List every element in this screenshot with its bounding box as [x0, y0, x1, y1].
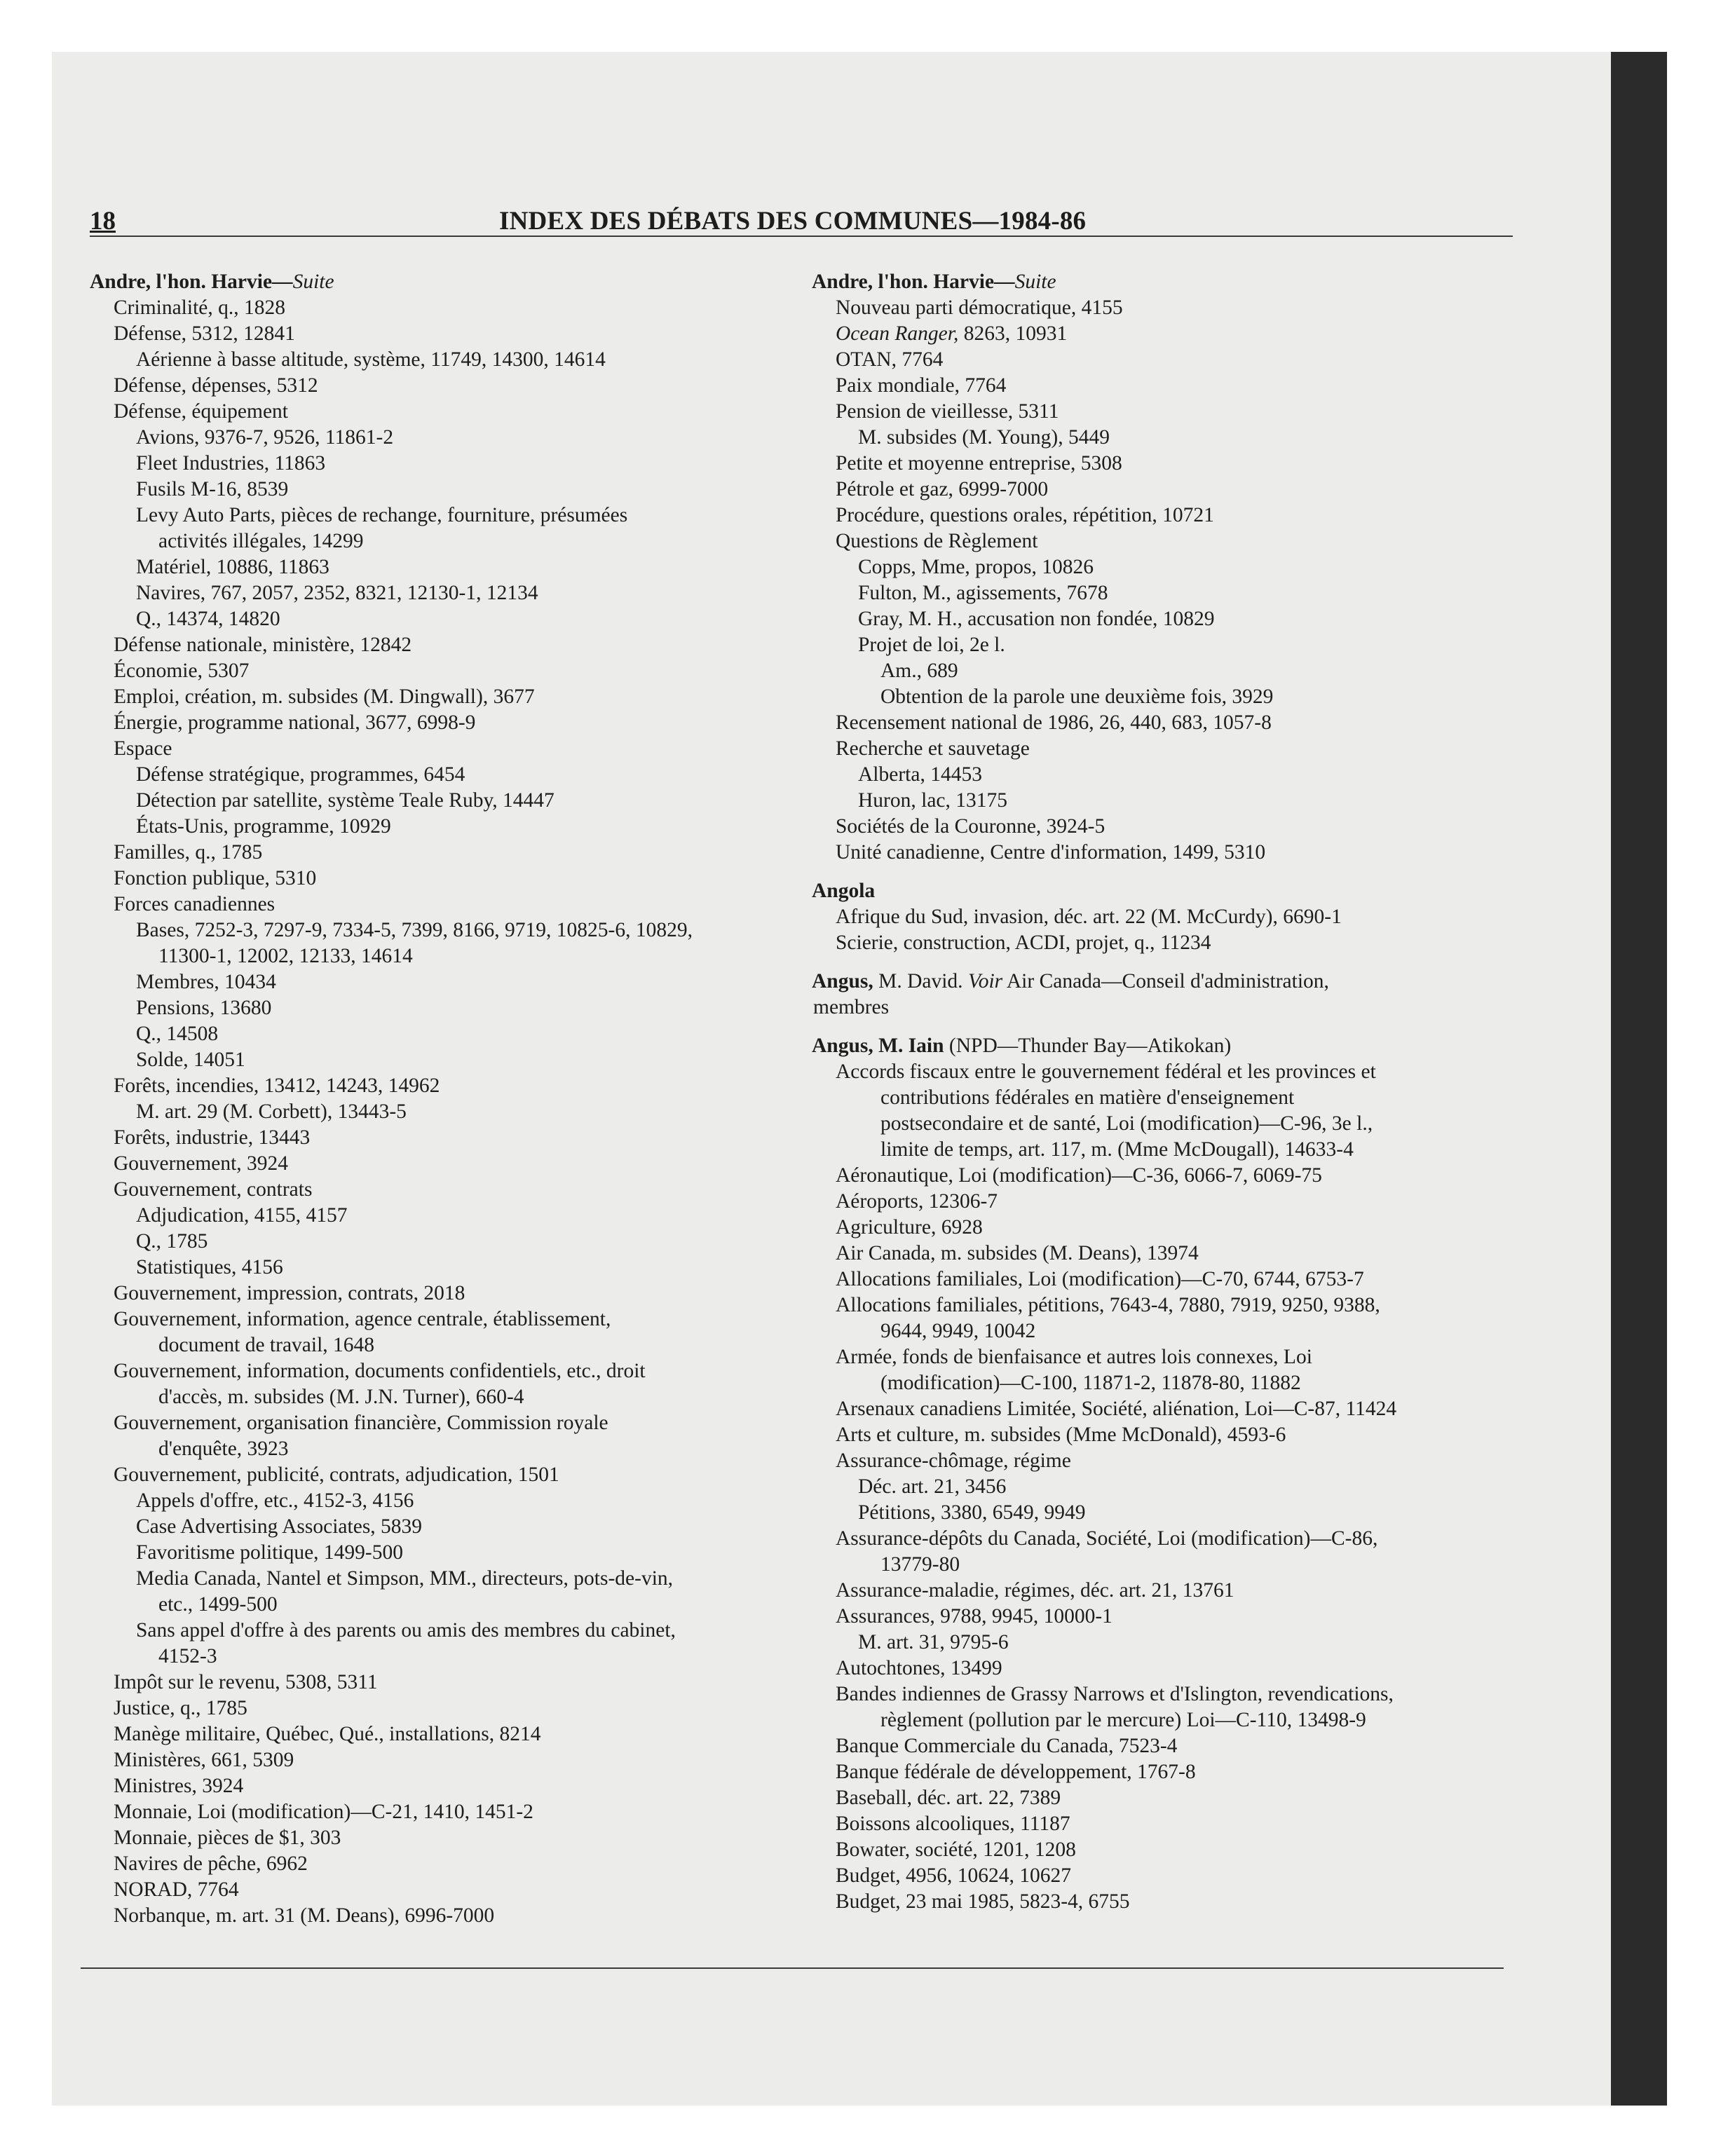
index-entry: [90, 1073, 791, 1099]
index-entry: [812, 451, 1513, 477]
index-entry-text: Forêts, industrie, 13443: [114, 1126, 311, 1149]
index-entry-text: Recensement national de 1986, 26, 440, 683, 1057-8: [836, 711, 1272, 734]
entry-heading-angola: Angola: [812, 880, 876, 902]
index-entry: [812, 1241, 1513, 1267]
index-entry: [90, 1281, 791, 1306]
index-entry: [90, 580, 791, 606]
index-entry-text: activités illégales, 14299: [158, 530, 364, 552]
index-entry-text: 11300-1, 12002, 12133, 14614: [158, 945, 413, 967]
entry-heading-andre: Andre, l'hon. Harvie—Suite: [90, 271, 334, 293]
index-entry: [812, 1370, 1513, 1396]
index-entry: [90, 710, 791, 736]
index-entry-text: Bowater, société, 1201, 1208: [836, 1838, 1076, 1861]
index-entry: [812, 1422, 1513, 1448]
index-entry-text: Impôt sur le revenu, 5308, 5311: [114, 1671, 378, 1693]
index-entry-text: Scierie, construction, ACDI, projet, q., 11234: [836, 932, 1211, 954]
index-entry-text: M. subsides (M. Young), 5449: [858, 426, 1110, 449]
index-entry-text: 9644, 9949, 10042: [880, 1320, 1036, 1342]
index-entry: [812, 477, 1513, 503]
index-entry: [90, 840, 791, 866]
index-entry-text: Assurance-chômage, régime: [836, 1449, 1071, 1472]
index-entry: [90, 1358, 791, 1384]
index-entry-text: Q., 14374, 14820: [136, 608, 280, 630]
index-entry: [812, 1837, 1513, 1863]
index-entry: [90, 658, 791, 684]
index-entry-text: États-Unis, programme, 10929: [136, 815, 391, 838]
index-entry-text: Case Advertising Associates, 5839: [136, 1515, 423, 1538]
index-entry: [812, 528, 1513, 554]
index-entry-text: Assurance-dépôts du Canada, Société, Loi (modification)—C-86,: [836, 1527, 1378, 1550]
footer-rule: [81, 1967, 1504, 1969]
page-header: [90, 203, 1513, 240]
index-entry-text: d'enquête, 3923: [158, 1438, 289, 1460]
index-entry-text: Q., 14508: [136, 1023, 219, 1045]
index-entry: [812, 1681, 1513, 1707]
index-entry: [90, 528, 791, 554]
header-rule: [90, 236, 1513, 237]
index-entry-text: Assurances, 9788, 9945, 10000-1: [836, 1605, 1113, 1628]
index-entry: [812, 295, 1513, 321]
index-entry-text: Forêts, incendies, 13412, 14243, 14962: [114, 1074, 440, 1097]
index-entry: [90, 736, 791, 762]
index-entry-text: M. art. 29 (M. Corbett), 13443-5: [136, 1100, 407, 1123]
index-entry-text: Aéronautique, Loi (modification)—C-36, 6066-7, 6069-75: [836, 1164, 1322, 1187]
index-entry: [812, 554, 1513, 580]
page-edge-shadow: [1611, 52, 1667, 2106]
index-entry: [90, 1047, 791, 1073]
index-entry-text: Alberta, 14453: [858, 763, 982, 786]
index-entry: [90, 866, 791, 892]
index-entry-text: Défense, dépenses, 5312: [114, 374, 318, 397]
index-entry: [90, 1670, 791, 1696]
index-entry: [812, 814, 1513, 840]
index-entry: [812, 1137, 1513, 1163]
index-entry-text: Armée, fonds de bienfaisance et autres lois connexes, Loi: [836, 1346, 1312, 1368]
index-entry-text: Unité canadienne, Centre d'information, 1499, 5310: [836, 841, 1266, 864]
index-entry: [90, 1384, 791, 1410]
index-entry-text: Défense, équipement: [114, 400, 289, 423]
index-entry-text: Ministres, 3924: [114, 1775, 244, 1797]
index-entry: [90, 917, 791, 943]
index-entry: [812, 930, 1513, 956]
index-entry-text: Questions de Règlement: [836, 530, 1038, 552]
index-entry: [90, 1721, 791, 1747]
index-entry: [812, 1552, 1513, 1578]
index-entry: [90, 1462, 791, 1488]
index-entry: [90, 451, 791, 477]
index-entry-text: Gouvernement, publicité, contrats, adjudication, 1501: [114, 1464, 559, 1486]
index-entry: [90, 1306, 791, 1332]
index-entry-text: Sociétés de la Couronne, 3924-5: [836, 815, 1105, 838]
index-entry: [812, 321, 1513, 347]
index-entry: [90, 503, 791, 528]
index-entry-text: OTAN, 7764: [836, 348, 944, 371]
index-entry-text: 8263, 10931: [958, 322, 1068, 345]
index-entry: [812, 1267, 1513, 1292]
index-entry: [812, 1059, 1513, 1085]
page-number: 18: [90, 207, 116, 236]
index-entry-text: Emploi, création, m. subsides (M. Dingwall), 3677: [114, 685, 535, 708]
index-entry-text: Petite et moyenne entreprise, 5308: [836, 452, 1122, 475]
entry-heading-angus-iain: Angus, M. Iain (NPD—Thunder Bay—Atikokan): [812, 1035, 1232, 1057]
index-entry-text: Gouvernement, 3924: [114, 1152, 289, 1175]
running-title: INDEX DES DÉBATS DES COMMUNES—1984-86: [499, 207, 1087, 236]
index-entry-text: Membres, 10434: [136, 971, 276, 993]
index-entry-text: Économie, 5307: [114, 660, 250, 682]
index-entry: [812, 1785, 1513, 1811]
index-entry-text: Allocations familiales, Loi (modification)—C-70, 6744, 6753-7: [836, 1268, 1364, 1290]
index-entry: [90, 321, 791, 347]
index-entry: [812, 1733, 1513, 1759]
index-entry: [90, 1488, 791, 1514]
index-entry-text: Gouvernement, contrats: [114, 1178, 313, 1201]
index-entry-text: Défense stratégique, programmes, 6454: [136, 763, 465, 786]
index-entry-text: Fleet Industries, 11863: [136, 452, 326, 475]
index-entry-text: Gouvernement, information, agence centrale, établissement,: [114, 1308, 611, 1330]
index-entry: [812, 1578, 1513, 1604]
index-entry: [90, 554, 791, 580]
index-entry-text: Gray, M. H., accusation non fondée, 10829: [858, 608, 1215, 630]
index-entry: [90, 814, 791, 840]
index-entry-text: Manège militaire, Québec, Qué., installations, 8214: [114, 1723, 541, 1745]
index-entry: [90, 1514, 791, 1540]
index-entry-text: Gouvernement, organisation financière, Commission royale: [114, 1412, 608, 1434]
index-entry-text: Statistiques, 4156: [136, 1256, 283, 1278]
index-entry-text: etc., 1499-500: [158, 1593, 278, 1616]
index-entry: [90, 1436, 791, 1462]
index-entry-text: Copps, Mme, propos, 10826: [858, 556, 1094, 578]
index-entry: [812, 1215, 1513, 1241]
index-entry: [812, 1474, 1513, 1500]
index-entry: [90, 1773, 791, 1799]
index-entry-text: Accords fiscaux entre le gouvernement fédéral et les provinces et: [836, 1060, 1376, 1083]
index-entry-text: Familles, q., 1785: [114, 841, 263, 864]
index-entry-text: Agriculture, 6928: [836, 1216, 983, 1239]
entry-heading-angus-david: Angus, M. David. Voir Air Canada—Conseil d'administration,: [812, 970, 1329, 992]
index-entry: [812, 684, 1513, 710]
spacer: [812, 1021, 1513, 1033]
index-entry: [812, 1163, 1513, 1189]
entry-continuation: membres: [813, 996, 890, 1018]
index-entry-text: Pensions, 13680: [136, 997, 272, 1019]
index-entry: [90, 1125, 791, 1151]
index-entry-text: Assurance-maladie, régimes, déc. art. 21, 13761: [836, 1579, 1234, 1602]
index-entry-text: Adjudication, 4155, 4157: [136, 1204, 348, 1227]
index-entry: [90, 1177, 791, 1203]
index-entry-text: Obtention de la parole une deuxième fois, 3929: [880, 685, 1274, 708]
right-column: [812, 269, 1513, 1915]
index-entry: [90, 399, 791, 425]
index-entry-text: Air Canada, m. subsides (M. Deans), 13974: [836, 1242, 1199, 1264]
index-entry: [90, 1592, 791, 1618]
index-entry: [812, 347, 1513, 373]
index-entry-text: Aérienne à basse altitude, système, 11749, 14300, 14614: [136, 348, 606, 371]
index-entry: [812, 1292, 1513, 1318]
index-entry-text: Forces canadiennes: [114, 893, 275, 915]
index-entry-text: Baseball, déc. art. 22, 7389: [836, 1787, 1061, 1809]
index-entry: [812, 1707, 1513, 1733]
index-entry-text: Media Canada, Nantel et Simpson, MM., directeurs, pots-de-vin,: [136, 1567, 674, 1590]
index-entry-text: Espace: [114, 737, 172, 760]
index-entry-text: Sans appel d'offre à des parents ou amis des membres du cabinet,: [136, 1619, 676, 1642]
index-entry-text: Gouvernement, impression, contrats, 2018: [114, 1282, 465, 1304]
index-entry: [90, 373, 791, 399]
index-entry-text: Afrique du Sud, invasion, déc. art. 22 (M. McCurdy), 6690-1: [836, 906, 1342, 928]
index-entry: [90, 1618, 791, 1644]
index-entry-text: Défense, 5312, 12841: [114, 322, 295, 345]
index-entry-text: contributions fédérales en matière d'enseignement: [880, 1086, 1295, 1109]
index-entry-text: Huron, lac, 13175: [858, 789, 1008, 812]
index-entry-text: Nouveau parti démocratique, 4155: [836, 296, 1123, 319]
index-entry: [812, 1396, 1513, 1422]
index-entry-text: Boissons alcooliques, 11187: [836, 1813, 1070, 1835]
index-entry-text: Fulton, M., agissements, 7678: [858, 582, 1108, 604]
index-entry: [90, 1566, 791, 1592]
index-entry-text: M. art. 31, 9795-6: [858, 1631, 1009, 1653]
index-entry: [812, 1863, 1513, 1889]
index-entry-text: Monnaie, Loi (modification)—C-21, 1410, 1451-2: [114, 1801, 533, 1823]
index-entry-text: Banque fédérale de développement, 1767-8: [836, 1761, 1196, 1783]
index-entry-text: Criminalité, q., 1828: [114, 296, 285, 319]
entry-heading-andre-continued: Andre, l'hon. Harvie—Suite: [812, 271, 1056, 293]
index-entry: [812, 1656, 1513, 1681]
spacer: [812, 956, 1513, 969]
index-entry: [90, 1332, 791, 1358]
index-entry: [90, 1540, 791, 1566]
index-entry: [812, 1344, 1513, 1370]
index-entry: [90, 295, 791, 321]
index-entry: [90, 477, 791, 503]
index-entry-text: Budget, 4956, 10624, 10627: [836, 1864, 1071, 1887]
index-entry-text: Arts et culture, m. subsides (Mme McDonald), 4593-6: [836, 1424, 1286, 1446]
index-entry-text: d'accès, m. subsides (M. J.N. Turner), 660-4: [158, 1386, 524, 1408]
andre-entries: [812, 295, 1513, 866]
index-entry-text: postsecondaire et de santé, Loi (modification)—C-96, 3e l.,: [880, 1112, 1373, 1135]
spacer: [812, 866, 1513, 878]
index-entry-text: Budget, 23 mai 1985, 5823-4, 6755: [836, 1890, 1130, 1913]
index-entry: [812, 1111, 1513, 1137]
index-entry-text: règlement (pollution par le mercure) Loi—C-110, 13498-9: [880, 1709, 1366, 1731]
index-entry: [90, 995, 791, 1021]
index-entry-text: NORAD, 7764: [114, 1878, 239, 1901]
index-entry: [812, 788, 1513, 814]
index-entry: [90, 606, 791, 632]
index-entry-text: document de travail, 1648: [158, 1334, 375, 1356]
index-entry: [812, 1811, 1513, 1837]
index-entry-italic: Ocean Ranger,: [836, 322, 959, 345]
index-entry-text: Am., 689: [880, 660, 958, 682]
angus-iain-entries: [812, 1059, 1513, 1915]
index-entry-text: Justice, q., 1785: [114, 1697, 247, 1719]
index-entry: [90, 1747, 791, 1773]
index-entry-text: Procédure, questions orales, répétition, 10721: [836, 504, 1214, 526]
index-entry: [90, 1903, 791, 1929]
index-entry: [812, 840, 1513, 866]
left-column: [90, 269, 791, 1929]
index-entry-text: Arsenaux canadiens Limitée, Société, aliénation, Loi—C-87, 11424: [836, 1398, 1397, 1420]
index-entry-text: Navires, 767, 2057, 2352, 8321, 12130-1, 12134: [136, 582, 538, 604]
index-entry-text: Gouvernement, information, documents confidentiels, etc., droit: [114, 1360, 646, 1382]
index-entry: [812, 1085, 1513, 1111]
index-entry: [812, 762, 1513, 788]
index-entry: [90, 632, 791, 658]
index-entry-text: Énergie, programme national, 3677, 6998-9: [114, 711, 476, 734]
index-entry: [90, 1203, 791, 1229]
index-entry-text: Monnaie, pièces de $1, 303: [114, 1827, 341, 1849]
angola-entries: [812, 904, 1513, 956]
index-entry: [812, 632, 1513, 658]
index-entry-text: (modification)—C-100, 11871-2, 11878-80, 11882: [880, 1372, 1301, 1394]
index-entry-text: Recherche et sauvetage: [836, 737, 1030, 760]
index-entry: [812, 1630, 1513, 1656]
index-entry-text: 13779-80: [880, 1553, 960, 1576]
index-entry: [90, 1255, 791, 1281]
index-entry-text: Pétrole et gaz, 6999-7000: [836, 478, 1049, 500]
index-entry-text: Bases, 7252-3, 7297-9, 7334-5, 7399, 8166, 9719, 10825-6, 10829,: [136, 919, 693, 941]
index-entry-text: Navires de pêche, 6962: [114, 1853, 308, 1875]
index-entry-text: Bandes indiennes de Grassy Narrows et d'Islington, revendications,: [836, 1683, 1394, 1705]
index-entry: [812, 425, 1513, 451]
index-entry-text: Fonction publique, 5310: [114, 867, 317, 889]
index-entry-text: Paix mondiale, 7764: [836, 374, 1007, 397]
index-entry: [90, 1696, 791, 1721]
index-entry: [812, 1500, 1513, 1526]
index-entry: [90, 347, 791, 373]
index-entry: [812, 1889, 1513, 1915]
index-entry: [90, 788, 791, 814]
index-entry: [90, 425, 791, 451]
index-entry: [812, 503, 1513, 528]
index-entry: [812, 580, 1513, 606]
index-entry: [812, 658, 1513, 684]
index-entry: [90, 892, 791, 917]
index-entry: [90, 1644, 791, 1670]
index-entry: [90, 943, 791, 969]
index-entry-text: Fusils M-16, 8539: [136, 478, 289, 500]
left-entries: [90, 295, 791, 1929]
index-entry: [90, 684, 791, 710]
index-entry-text: Ministères, 661, 5309: [114, 1749, 294, 1771]
index-entry: [90, 1229, 791, 1255]
index-entry-text: Pétitions, 3380, 6549, 9949: [858, 1501, 1086, 1524]
index-entry: [90, 1877, 791, 1903]
index-entry-text: Norbanque, m. art. 31 (M. Deans), 6996-7000: [114, 1904, 495, 1927]
index-entry-text: Avions, 9376-7, 9526, 11861-2: [136, 426, 394, 449]
index-entry-text: Matériel, 10886, 11863: [136, 556, 329, 578]
index-entry-text: Projet de loi, 2e l.: [858, 634, 1005, 656]
index-entry: [812, 1189, 1513, 1215]
index-entry-text: 4152-3: [158, 1645, 217, 1667]
index-entry: [812, 736, 1513, 762]
index-entry: [812, 1448, 1513, 1474]
index-entry: [812, 1759, 1513, 1785]
index-entry: [812, 710, 1513, 736]
index-entry: [90, 969, 791, 995]
index-entry: [90, 1799, 791, 1825]
index-entry-text: limite de temps, art. 117, m. (Mme McDougall), 14633-4: [880, 1138, 1354, 1161]
index-entry: [812, 904, 1513, 930]
index-entry: [812, 373, 1513, 399]
index-entry: [812, 1526, 1513, 1552]
index-entry-text: Pension de vieillesse, 5311: [836, 400, 1059, 423]
index-entry: [90, 762, 791, 788]
index-entry: [90, 1151, 791, 1177]
index-entry-text: Banque Commerciale du Canada, 7523-4: [836, 1735, 1178, 1757]
index-entry-text: Déc. art. 21, 3456: [858, 1475, 1007, 1498]
index-entry: [90, 1825, 791, 1851]
index-entry-text: Aéroports, 12306-7: [836, 1190, 998, 1213]
index-entry: [90, 1851, 791, 1877]
index-entry-text: Appels d'offre, etc., 4152-3, 4156: [136, 1489, 414, 1512]
index-entry: [812, 1604, 1513, 1630]
index-entry-text: Favoritisme politique, 1499-500: [136, 1541, 404, 1564]
index-entry-text: Allocations familiales, pétitions, 7643-4, 7880, 7919, 9250, 9388,: [836, 1294, 1380, 1316]
index-entry: [90, 1021, 791, 1047]
index-entry-text: Q., 1785: [136, 1230, 208, 1253]
index-entry: [812, 606, 1513, 632]
index-entry-text: Défense nationale, ministère, 12842: [114, 634, 412, 656]
index-entry-text: Levy Auto Parts, pièces de rechange, fourniture, présumées: [136, 504, 628, 526]
index-entry: [812, 399, 1513, 425]
index-entry-text: Solde, 14051: [136, 1049, 245, 1071]
index-entry: [90, 1410, 791, 1436]
index-entry: [90, 1099, 791, 1125]
index-entry: [812, 1318, 1513, 1344]
index-entry-text: Détection par satellite, système Teale Ruby, 14447: [136, 789, 554, 812]
index-entry-text: Autochtones, 13499: [836, 1657, 1002, 1679]
